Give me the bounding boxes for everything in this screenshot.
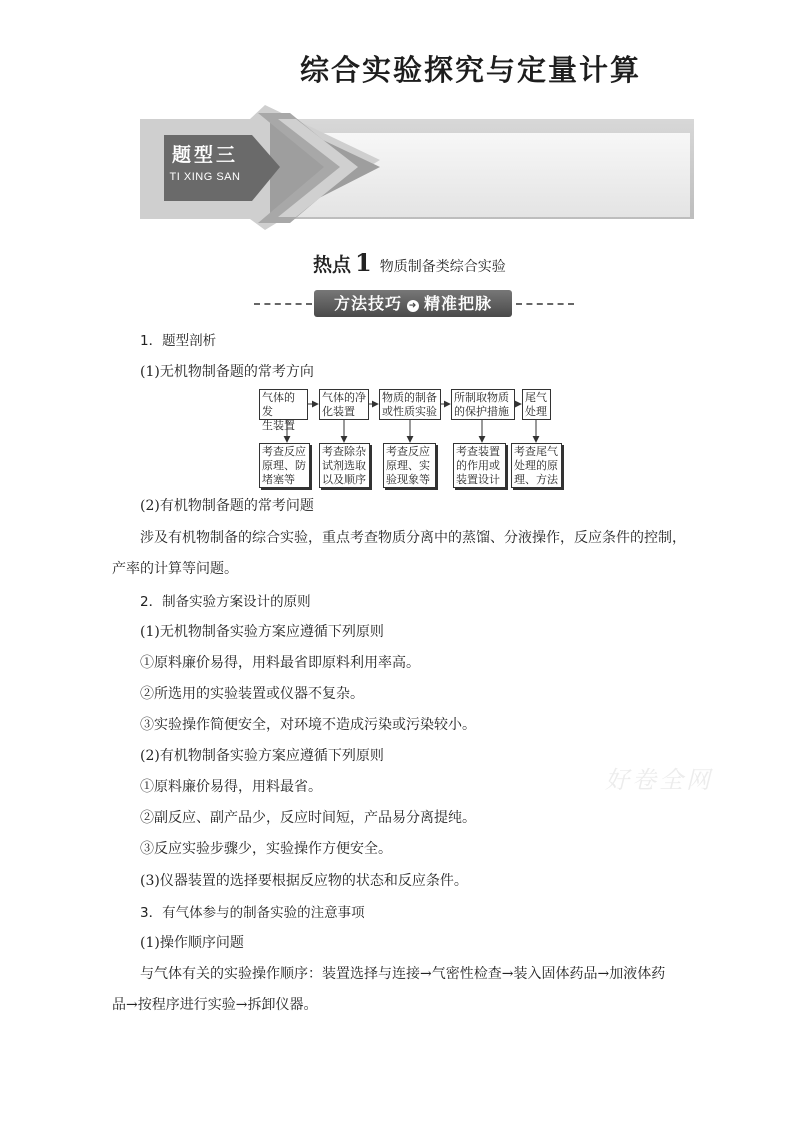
heading-1: 1．题型剖析 (140, 333, 217, 349)
section-title: 综合实验探究与定量计算 (300, 53, 642, 87)
flow-top-2: 气体的净 化装置 (319, 389, 369, 420)
flow-bottom-5: 考查尾气 处理的原 理、方法 (511, 443, 562, 488)
flow-top-1: 气体的发 生装置 (259, 389, 308, 420)
hotspot-label: 热点 (313, 254, 352, 276)
watermark: 好卷全网 (605, 766, 713, 794)
inorganic-principle-1: ①原料廉价易得，用料最省即原料利用率高。 (140, 655, 420, 671)
subheading-1-1: (1)无机物制备题的常考方向 (140, 364, 314, 380)
flow-top-3: 物质的制备 或性质实验 (379, 389, 441, 420)
subheading-1-2: (2)有机物制备题的常考问题 (140, 498, 314, 514)
heading-3: 3．有气体参与的制备实验的注意事项 (140, 905, 365, 921)
paragraph-2-line-2: 品→按程序进行实验→拆卸仪器。 (112, 997, 318, 1013)
flow-top-5: 尾气 处理 (522, 389, 551, 420)
subheading-3-1: (1)操作顺序问题 (140, 935, 244, 951)
arrow-dot-icon: ➜ (408, 301, 418, 311)
flow-connectors (0, 0, 794, 500)
subheading-2-1: (1)无机物制备实验方案应遵循下列原则 (140, 624, 384, 640)
paragraph-1-line-2: 产率的计算等问题。 (112, 561, 238, 577)
hotspot-text: 物质制备类综合实验 (379, 259, 506, 275)
hotspot-number: 1 (355, 248, 372, 277)
flow-top-4: 所制取物质 的保护措施 (451, 389, 515, 420)
organic-principle-1: ①原料廉价易得，用料最省。 (140, 779, 322, 795)
organic-principle-2: ②副反应、副产品少，反应时间短，产品易分离提纯。 (140, 810, 476, 826)
flow-bottom-3: 考查反应 原理、实 验现象等 (383, 443, 436, 488)
inorganic-principle-2: ②所选用的实验装置或仪器不复杂。 (140, 686, 364, 702)
inorganic-principle-3: ③实验操作简便安全，对环境不造成污染或污染较小。 (140, 717, 476, 733)
heading-2: 2．制备实验方案设计的原则 (140, 594, 311, 610)
method-part2: 精准把脉 (424, 294, 493, 313)
organic-principle-3: ③反应实验步骤少，实验操作方便安全。 (140, 841, 392, 857)
paragraph-2-line-1: 与气体有关的实验操作顺序：装置选择与连接→气密性检查→装入固体药品→加液体药 (140, 966, 666, 982)
method-part1: 方法技巧 (333, 294, 402, 313)
section-tag-pinyin: TI XING SAN (169, 171, 241, 183)
paragraph-1-line-1: 涉及有机物制备的综合实验，重点考查物质分离中的蒸馏、分液操作，反应条件的控制， (140, 530, 686, 546)
subheading-2-3: (3)仪器装置的选择要根据反应物的状态和反应条件。 (140, 873, 468, 889)
section-tag-chinese: 题型三 (171, 144, 238, 166)
flow-bottom-2: 考查除杂 试剂选取 以及顺序 (319, 443, 370, 488)
flow-bottom-4: 考查装置 的作用或 装置设计 (453, 443, 506, 488)
subheading-2-2: (2)有机物制备实验方案应遵循下列原则 (140, 748, 384, 764)
flow-bottom-1: 考查反应 原理、防 堵塞等 (259, 443, 310, 488)
